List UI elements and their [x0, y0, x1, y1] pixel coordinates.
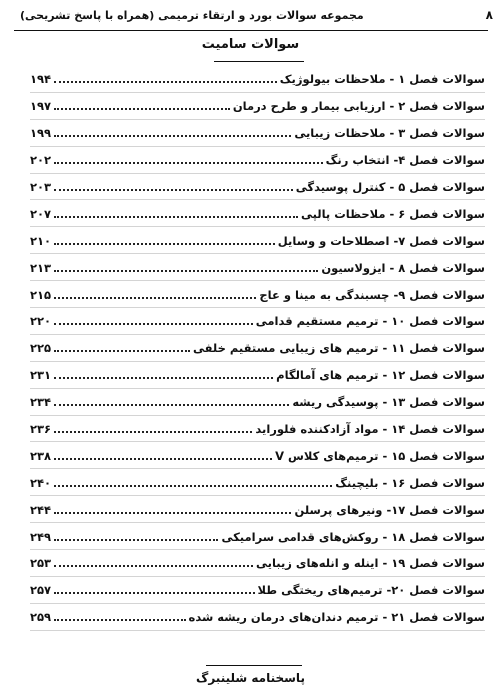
toc-entry — [30, 335, 485, 362]
toc-entry-page-number: ۲۴۰ — [30, 475, 52, 490]
toc-entry — [30, 227, 485, 254]
book-title: مجموعه سوالات بورد و ارتقاء ترمیمی (همراه با پاسخ تشریحی) — [20, 8, 364, 22]
toc-entry-page-number: ۱۹۹ — [30, 126, 52, 141]
header-divider — [14, 30, 488, 31]
dot-leader — [54, 243, 275, 245]
dot-leader — [54, 485, 332, 487]
section-title-underline — [214, 61, 304, 62]
dot-leader — [54, 350, 190, 352]
footer-divider — [206, 665, 302, 666]
dot-leader — [54, 189, 293, 191]
toc-entry-page-number: ۲۰۷ — [30, 206, 52, 221]
toc-entry-page-number: ۲۵۹ — [30, 610, 52, 625]
toc-entry-page-number: ۲۱۳ — [30, 260, 52, 275]
toc-entry — [30, 281, 485, 308]
toc-entry-page-number: ۲۵۷ — [30, 583, 52, 598]
toc-entry-page-number: ۲۳۴ — [30, 395, 52, 410]
toc-entry-label: سوالات فصل ۲۱ - ترمیم دندان‌های درمان ریشه شده — [188, 610, 485, 625]
dot-leader — [54, 431, 252, 433]
toc-entry-page-number: ۲۱۵ — [30, 287, 52, 302]
toc-entry-label: سوالات فصل ۱۹ - اینله و انله‌های زیبایی — [256, 556, 485, 571]
toc-entry-label: سوالات فصل ۴- انتخاب رنگ — [325, 153, 485, 168]
toc-entry-label: سوالات فصل ۱۵ - ترمیم‌های کلاس V — [275, 448, 485, 463]
toc-entry-page-number: ۲۰۳ — [30, 180, 52, 194]
dot-leader — [54, 135, 291, 137]
next-section-title: پاسخنامه شلینبرگ — [196, 671, 305, 685]
toc-entry-label: سوالات فصل ۱۴ - مواد آزادکننده فلوراید — [255, 422, 485, 437]
dot-leader — [54, 108, 230, 110]
toc-entry-label: سوالات فصل ۱۳ - پوسیدگی ریشه — [292, 395, 485, 410]
toc-entry — [30, 389, 485, 416]
toc-entry — [30, 254, 485, 281]
dot-leader — [54, 619, 185, 621]
toc-entry — [30, 550, 485, 577]
dot-leader — [54, 512, 291, 514]
toc-entry-label: سوالات فصل ۱ - ملاحظات بیولوژیک — [279, 72, 485, 87]
page-number: ۸ — [485, 8, 493, 22]
dot-leader — [54, 458, 272, 460]
toc-entry — [30, 308, 485, 335]
toc-entry-label: سوالات فصل ۷- اصطلاحات و وسایل — [277, 233, 485, 248]
dot-leader — [54, 81, 277, 83]
dot-leader — [54, 270, 318, 272]
toc-entry — [30, 93, 485, 120]
toc-entry-label: سوالات فصل ۶ - ملاحظات پالپی — [300, 206, 485, 221]
toc-entry-page-number: ۲۳۶ — [30, 422, 52, 437]
toc-entry-page-number: ۲۲۰ — [30, 314, 52, 329]
dot-leader — [54, 539, 218, 541]
toc-entry-label: سوالات فصل ۱۶ - بلیچینگ — [335, 475, 485, 490]
toc-entry-page-number: ۲۵۳ — [30, 556, 52, 571]
toc-entry — [30, 362, 485, 389]
toc-entry-page-number: ۲۴۹ — [30, 529, 52, 544]
toc-entry-page-number: ۲۰۲ — [30, 153, 52, 168]
toc-entry — [30, 174, 485, 201]
toc-entry — [30, 577, 485, 604]
toc-entry-label: سوالات فصل ۱۲ - ترمیم های آمالگام — [276, 368, 485, 383]
dot-leader — [54, 565, 253, 567]
toc-entry-label: سوالات فصل ۱۸ - روکش‌های قدامی سرامیکی — [221, 529, 485, 544]
toc-entry — [30, 523, 485, 550]
toc-entry-label: سوالات فصل ۲ - ارزیابی بیمار و طرح درمان — [232, 99, 485, 114]
toc-entry-page-number: ۲۲۵ — [30, 341, 52, 356]
dot-leader — [54, 297, 256, 299]
section-title: سوالات سامیت — [201, 37, 300, 52]
dot-leader — [54, 323, 253, 325]
toc-entry — [30, 469, 485, 496]
toc-entry-label: سوالات فصل ۸ - ایزولاسیون — [321, 260, 485, 275]
toc-entry — [30, 120, 485, 147]
toc-entry-label: سوالات فصل ۳ - ملاحظات زیبایی — [294, 126, 485, 141]
toc-entry-label: سوالات فصل ۹- چسبندگی به مینا و عاج — [259, 287, 485, 302]
toc-entry-label: سوالات فصل ۱۱ - ترمیم های زیبایی مستقیم خلفی — [192, 341, 485, 356]
toc-entry-page-number: ۱۹۴ — [30, 72, 52, 87]
toc-entry-page-number: ۲۴۴ — [30, 502, 52, 517]
toc-entry-label: سوالات فصل ۱۰ - ترمیم مستقیم قدامی — [255, 314, 485, 329]
toc-entry — [30, 200, 485, 227]
dot-leader — [54, 216, 298, 218]
toc-entry — [30, 442, 485, 469]
dot-leader — [54, 404, 289, 406]
running-header — [0, 0, 501, 30]
toc-entry-label: سوالات فصل ۱۷- ونیرهای پرسلن — [294, 502, 485, 517]
toc-entry-page-number: ۲۱۰ — [30, 233, 52, 248]
toc-entry — [30, 496, 485, 523]
toc-entry-label: سوالات فصل ۵ - کنترل پوسیدگی — [295, 180, 485, 194]
dot-leader — [54, 377, 273, 379]
toc-entry — [30, 147, 485, 174]
toc-entry — [30, 604, 485, 631]
dot-leader — [54, 592, 254, 594]
dot-leader — [54, 162, 323, 164]
toc-entry-page-number: ۱۹۷ — [30, 99, 52, 114]
table-of-contents — [30, 66, 485, 631]
toc-entry-page-number: ۲۳۱ — [30, 368, 52, 383]
toc-entry-page-number: ۲۳۸ — [30, 448, 52, 463]
toc-entry — [30, 416, 485, 443]
toc-entry — [30, 66, 485, 93]
toc-entry-label: سوالات فصل ۲۰- ترمیم‌های ریختگی طلا — [257, 583, 485, 598]
